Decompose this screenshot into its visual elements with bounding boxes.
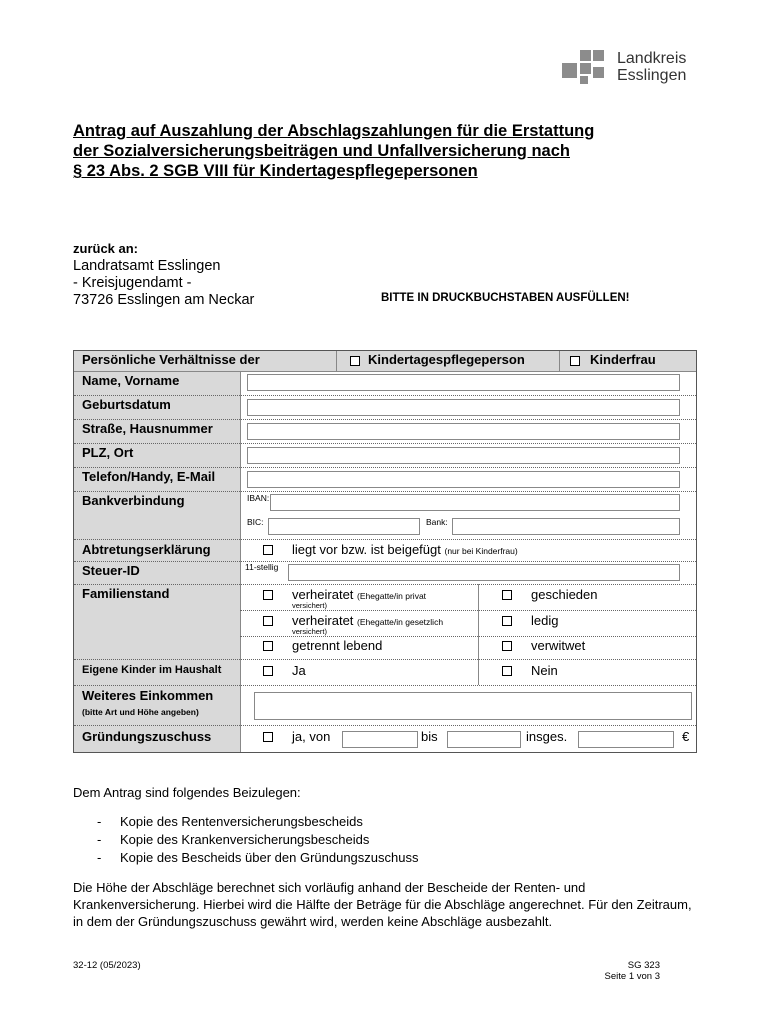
zip-city-input[interactable] [247, 447, 680, 464]
checkbox-startup-grant[interactable] [263, 732, 273, 742]
bic-label: BIC: [247, 517, 264, 527]
row-separator [74, 659, 696, 660]
list-item: Kopie des Krankenversicherungsbescheids [120, 832, 370, 847]
divider [478, 584, 479, 659]
startup-from-input[interactable] [342, 731, 418, 748]
row-separator [74, 584, 696, 585]
option-children-no: Nein [531, 663, 558, 678]
startup-grant-label: Gründungszuschuss [82, 729, 212, 744]
street-label: Straße, Hausnummer [82, 421, 213, 436]
list-item: Kopie des Rentenversicherungsbescheids [120, 814, 363, 829]
list-dash: - [97, 814, 102, 829]
row-separator [74, 725, 696, 726]
option-married-private-text: verheiratet [292, 587, 354, 602]
bank-name-input[interactable] [452, 518, 680, 535]
other-income-sub: (bitte Art und Höhe angeben) [82, 707, 199, 717]
row-separator [74, 491, 696, 492]
option-married-statutory-note: (Ehegatte/in gesetzlich [357, 617, 444, 627]
marital-label: Familienstand [82, 586, 170, 601]
option-widowed: verwitwet [531, 638, 586, 653]
own-children-label: Eigene Kinder im Haushalt [82, 664, 222, 676]
logo-line: Landkreis [617, 50, 687, 67]
startup-to-label: bis [421, 729, 438, 744]
checkbox-children-no[interactable] [502, 666, 512, 676]
divider [559, 351, 560, 371]
option-married-statutory-text: verheiratet [292, 613, 354, 628]
row-separator [74, 685, 696, 686]
checkbox-widowed[interactable] [502, 641, 512, 651]
option-married-statutory-note2: versichert) [292, 627, 328, 636]
other-income-label: Weiteres Einkommen [82, 688, 214, 703]
startup-to-input[interactable] [447, 731, 521, 748]
return-address [73, 258, 254, 309]
divider [478, 659, 479, 685]
page-info [605, 960, 660, 982]
other-income-input[interactable] [254, 692, 692, 720]
note-paragraph: Die Höhe der Abschläge berechnet sich vorläufig anhand der Bescheide der Renten- und Krankenversicherung. Hierbei wird die Hälfte der Beträge für die Abschläge angerechnet. Für den Zeitraum, in dem der Gründungszuschuss gewährt wird, werden keine Abschläge ausbezahlt. [73, 880, 692, 929]
assignment-label: Abtretungserklärung [82, 542, 211, 557]
row-separator [240, 610, 696, 611]
checkbox-single[interactable] [502, 616, 512, 626]
contact-input[interactable] [247, 471, 680, 488]
checkbox-divorced[interactable] [502, 590, 512, 600]
logo-text [617, 50, 686, 84]
zip-city-label: PLZ, Ort [82, 445, 134, 460]
option-married-private [292, 587, 426, 602]
option-separated: getrennt lebend [292, 638, 383, 653]
page-code: SG 323 [627, 960, 660, 971]
logo-square [593, 50, 604, 61]
checkbox-kinderfrau[interactable] [570, 356, 580, 366]
row-separator [74, 395, 696, 396]
list-dash: - [97, 832, 102, 847]
row-separator [74, 539, 696, 540]
address-line: Landratsamt Esslingen [73, 258, 221, 274]
option-children-yes: Ja [292, 663, 306, 678]
birthdate-input[interactable] [247, 399, 680, 416]
row-separator [74, 419, 696, 420]
iban-input[interactable] [270, 494, 680, 511]
checkbox-kindertagespflegeperson[interactable] [350, 356, 360, 366]
assignment-note: (nur bei Kinderfrau) [444, 546, 518, 556]
checkbox-children-yes[interactable] [263, 666, 273, 676]
title-line: der Sozialversicherungsbeiträgen und Unfallversicherung nach [73, 142, 570, 160]
title-line: Antrag auf Auszahlung der Abschlagszahlungen für die Erstattung [73, 122, 595, 140]
option-kinderfrau: Kinderfrau [590, 352, 656, 367]
name-label: Name, Vorname [82, 373, 180, 388]
bic-input[interactable] [268, 518, 420, 535]
address-line: 73726 Esslingen am Neckar [73, 292, 255, 308]
logo-square [562, 63, 577, 78]
option-married-private-note: (Ehegatte/in privat [357, 591, 427, 601]
row-separator [74, 561, 696, 562]
tax-id-input[interactable] [288, 564, 680, 581]
bank-name-label: Bank: [426, 517, 448, 527]
tax-id-hint: 11-stellig [245, 562, 279, 572]
row-separator [74, 443, 696, 444]
contact-label: Telefon/Handy, E-Mail [82, 469, 216, 484]
name-input[interactable] [247, 374, 680, 391]
checkbox-separated[interactable] [263, 641, 273, 651]
application-form [73, 350, 697, 753]
divider [336, 351, 337, 371]
startup-total-label: insges. [526, 729, 568, 744]
logo-square [580, 76, 588, 84]
list-item: Kopie des Bescheids über den Gründungszuschuss [120, 850, 419, 865]
option-divorced: geschieden [531, 587, 598, 602]
tax-id-label: Steuer-ID [82, 563, 140, 578]
row-separator [74, 371, 696, 372]
checkbox-married-statutory[interactable] [263, 616, 273, 626]
header-label: Persönliche Verhältnisse der [82, 352, 260, 367]
option-married-statutory [292, 613, 443, 628]
option-single: ledig [531, 613, 559, 628]
row-separator [240, 636, 696, 637]
logo-square [593, 67, 604, 78]
checkbox-assignment[interactable] [263, 545, 273, 555]
birthdate-label: Geburtsdatum [82, 397, 171, 412]
checkbox-married-private[interactable] [263, 590, 273, 600]
title-line: § 23 Abs. 2 SGB VIII für Kindertagespflegepersonen [73, 162, 478, 180]
return-label: zurück an: [73, 241, 139, 256]
assignment-option [292, 542, 518, 557]
logo-square [580, 63, 591, 74]
startup-total-input[interactable] [578, 731, 674, 748]
document-title [73, 121, 713, 181]
attachments-intro: Dem Antrag sind folgendes Beizulegen: [73, 785, 301, 800]
block-letters-note: BITTE IN DRUCKBUCHSTABEN AUSFÜLLEN! [381, 292, 630, 304]
form-number: 32-12 (05/2023) [73, 960, 141, 971]
bank-label: Bankverbindung [82, 493, 185, 508]
option-kindertagespflegeperson: Kindertagespflegeperson [368, 352, 525, 367]
address-line: - Kreisjugendamt - [73, 275, 192, 291]
iban-label: IBAN: [247, 493, 270, 503]
startup-from-label: ja, von [292, 729, 331, 744]
list-dash: - [97, 850, 102, 865]
street-input[interactable] [247, 423, 680, 440]
page-number: Seite 1 von 3 [604, 971, 660, 982]
row-separator [74, 467, 696, 468]
logo-square [580, 50, 591, 61]
currency-symbol: € [682, 729, 690, 744]
assignment-option-text: liegt vor bzw. ist beigefügt [292, 542, 441, 557]
logo-line: Esslingen [617, 67, 687, 84]
option-married-private-note2: versichert) [292, 601, 328, 610]
